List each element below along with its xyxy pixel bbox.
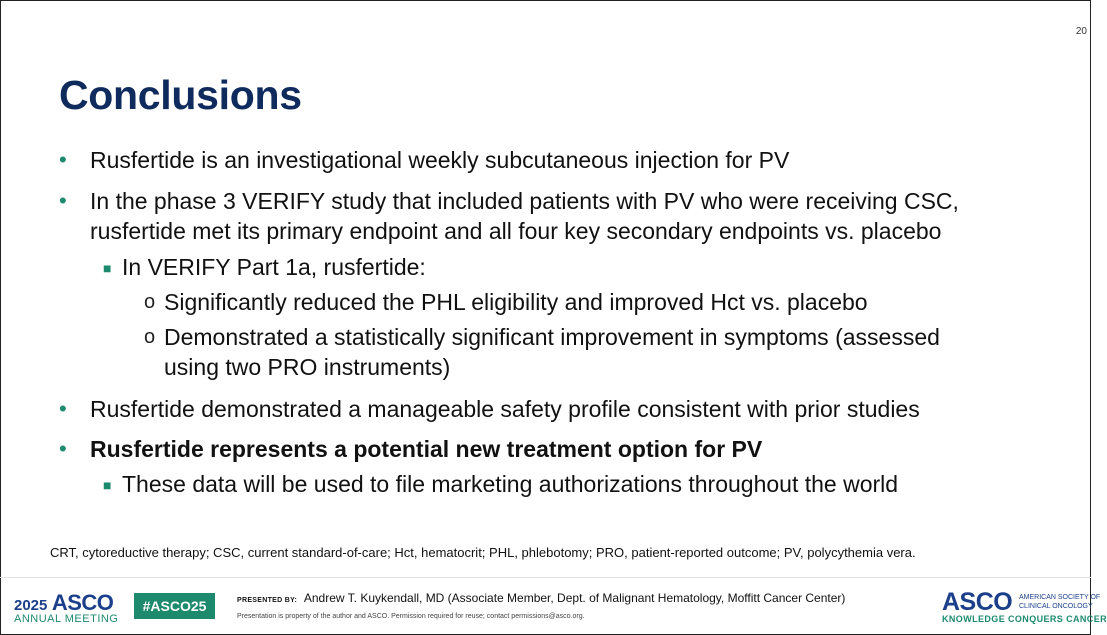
footnote: CRT, cytoreductive therapy; CSC, current standard-of-care; Hct, hematocrit; PHL, phlebotomy; PRO, patient-reported outcome; PV, polycythemia vera. xyxy=(50,545,916,560)
sub-sub-bullet-text-line-2: using two PRO instruments) xyxy=(164,354,451,380)
slide-title: Conclusions xyxy=(59,72,302,118)
square-marker: ■ xyxy=(103,260,112,276)
page-number: 20 xyxy=(1075,26,1087,37)
presented-by-label: PRESENTED BY: xyxy=(237,597,298,604)
circle-marker: o xyxy=(144,326,156,348)
bullet-text: Rusfertide demonstrated a manageable safety profile consistent with prior studies xyxy=(90,396,920,422)
footer-divider xyxy=(0,577,1091,578)
property-note: Presentation is property of the author and ASCO. Permission required for reuse; contact permissions@asco.org. xyxy=(237,613,585,620)
sub-bullet-text: In VERIFY Part 1a, rusfertide: xyxy=(122,254,426,280)
society-name xyxy=(1019,593,1100,611)
sub-bullet-text: These data will be used to file marketing authorizations throughout the world xyxy=(122,471,899,497)
bullet-marker: • xyxy=(59,396,67,421)
bullet-text-bold: Rusfertide represents a potential new treatment option for PV xyxy=(90,436,763,462)
hashtag-badge: #ASCO25 xyxy=(134,593,215,619)
bullet-marker: • xyxy=(59,147,67,172)
logo-year: 2025 xyxy=(14,597,48,614)
tagline: KNOWLEDGE CONQUERS CANCER xyxy=(942,614,1107,624)
bullet-text-line-1: In the phase 3 VERIFY study that included patients with PV who were receiving CSC, xyxy=(90,188,959,214)
society-name-line-1: AMERICAN SOCIETY OF xyxy=(1019,594,1101,601)
square-marker: ■ xyxy=(103,477,112,493)
bullet-text-line-2: rusfertide met its primary endpoint and all four key secondary endpoints vs. placebo xyxy=(90,218,942,244)
presenter-name: Andrew T. Kuykendall, MD (Associate Member, Dept. of Malignant Hematology, Moffitt Cancer Center) xyxy=(303,591,846,605)
bullet-marker: • xyxy=(59,188,67,213)
society-name-line-2: CLINICAL ONCOLOGY xyxy=(1019,603,1093,610)
bullet-marker: • xyxy=(59,436,67,461)
logo-annual-meeting: ANNUAL MEETING xyxy=(14,613,119,625)
asco-society-logo xyxy=(942,588,1107,624)
logo-asco: ASCO xyxy=(51,590,114,615)
asco-meeting-logo xyxy=(14,590,118,625)
sub-sub-bullet-text: Significantly reduced the PHL eligibility and improved Hct vs. placebo xyxy=(164,289,868,315)
presenter-line xyxy=(237,591,845,605)
bullet-text: Rusfertide is an investigational weekly subcutaneous injection for PV xyxy=(90,147,790,173)
sub-sub-bullet-text-line-1: Demonstrated a statistically significant improvement in symptoms (assessed xyxy=(164,324,940,350)
circle-marker: o xyxy=(144,291,156,313)
society-logo-asco: ASCO xyxy=(942,588,1013,616)
